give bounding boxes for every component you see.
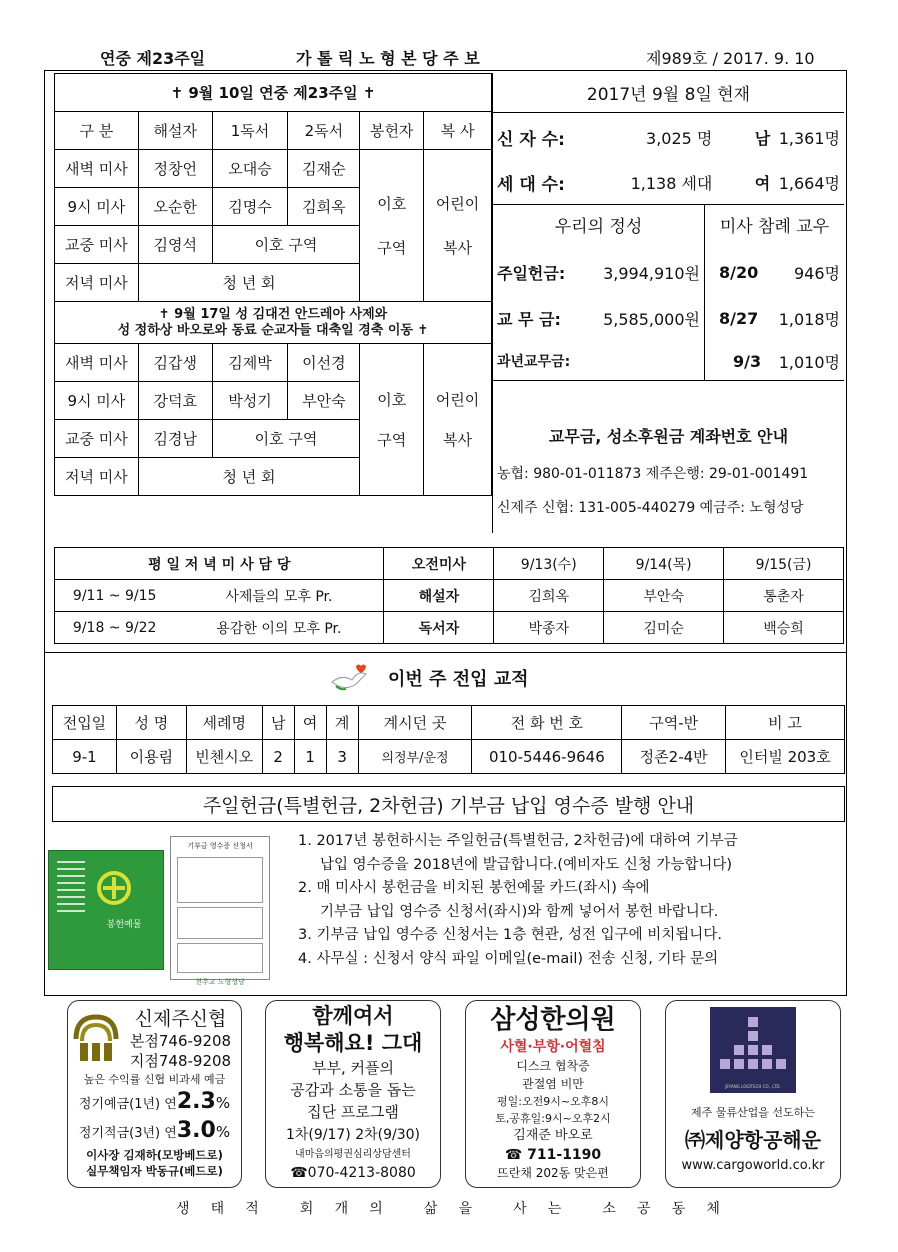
cell: 통춘자 <box>724 580 844 612</box>
credit-union-chair: 이사장 김재하(모방베드로) <box>86 1148 223 1162</box>
footer-char: 의 <box>369 1201 389 1217</box>
clinic-line2: 관절염 비만 <box>522 1077 584 1091</box>
counseling-center: 내마음의평권심리상담센터 <box>295 1149 411 1160</box>
period-cell: 9/18 ~ 9/22 <box>55 612 175 644</box>
logistics-logo-sub: JEYANG LOGITECH CO., LTD. <box>725 1084 781 1089</box>
note-line: 2. 매 미사시 봉헌금을 비치된 봉헌예물 카드(좌시) 속에 <box>298 880 650 896</box>
believers-label: 신 자 수: <box>497 129 565 150</box>
believers-row <box>493 113 844 161</box>
female-value: 1,664명 <box>778 174 840 193</box>
cell: 010-5446-9646 <box>472 740 622 774</box>
newcomers-heading <box>330 664 529 692</box>
schedule1-title: ✝ 9월 10일 연중 제23주일 ✝ <box>55 74 492 112</box>
schedule2-title <box>55 302 492 344</box>
divider <box>44 652 847 653</box>
newcomers-table <box>52 705 845 774</box>
offerer-cell: 이호 구역 <box>360 150 424 302</box>
account-line2: 신제주 신협: 131-005-440279 예금주: 노형성당 <box>497 500 804 516</box>
dove-icon <box>330 664 370 692</box>
col-header: 남 <box>262 706 294 740</box>
period-cell: 9/11 ~ 9/15 <box>55 580 175 612</box>
col-header: 전 화 번 호 <box>472 706 622 740</box>
cell: 박성기 <box>212 382 288 420</box>
col-header: 여 <box>294 706 326 740</box>
offering-col <box>493 205 705 380</box>
cell: 오대승 <box>212 150 288 188</box>
row-label: 교중 미사 <box>55 226 139 264</box>
cell: 부안숙 <box>288 382 360 420</box>
clinic-hours-weekday: 평일:오전9시~오후8시 <box>497 1095 609 1108</box>
counseling-phone: 070-4213-8080 <box>307 1165 416 1181</box>
table-row <box>53 740 845 774</box>
counseling-line5: 집단 프로그램 <box>307 1103 399 1121</box>
attendance-date: 9/3 <box>733 351 762 371</box>
footer-char: 태 <box>210 1201 231 1217</box>
footer-char: 회 <box>299 1201 320 1217</box>
cell: 의정부/운정 <box>358 740 472 774</box>
deposit-rate-2 <box>68 1118 241 1147</box>
households-row <box>493 161 844 205</box>
header-issue: 제989호 / 2017. 9. 10 <box>646 49 815 68</box>
attendance-count: 946명 <box>794 263 840 283</box>
footer-char: 사 <box>513 1201 533 1217</box>
counseling-line3: 부부, 커플의 <box>312 1059 394 1077</box>
logistics-slogan: 제주 물류산업을 선도하는 <box>691 1106 815 1119</box>
footer-char: 동 <box>671 1201 692 1217</box>
deposit-rate: 2.3 <box>176 1089 216 1114</box>
ad-credit-union <box>67 1000 242 1188</box>
cell: 1 <box>294 740 326 774</box>
form-title: 기부금 영수증 신청서 <box>187 842 253 850</box>
cell: 김희옥 <box>288 188 360 226</box>
counseling-phone-row <box>266 1163 440 1183</box>
row-label: 교중 미사 <box>55 420 139 458</box>
cell: 3 <box>326 740 358 774</box>
offering-title: 우리의 정성 <box>554 217 643 237</box>
header-sunday: 연중 제23주일 <box>100 49 206 68</box>
row-label: 저녁 미사 <box>55 458 139 496</box>
server-cell: 어린이 복사 <box>424 150 492 302</box>
attendance-col <box>705 205 844 380</box>
counseling-dates: 1차(9/17) 2차(9/30) <box>285 1127 421 1143</box>
cell: 김희옥 <box>494 580 604 612</box>
note-line: 납입 영수증을 2018년에 발급합니다.(예비자도 신청 가능합니다) <box>320 856 733 873</box>
cell: 부안숙 <box>604 580 724 612</box>
footer-char: 삶 <box>423 1201 444 1217</box>
receipt-form-image <box>170 836 270 986</box>
cell: 청 년 회 <box>138 458 359 496</box>
tithe-row <box>497 295 700 341</box>
cell: 9-1 <box>53 740 117 774</box>
deposit-rate-1 <box>68 1089 241 1118</box>
offering-section <box>493 205 844 381</box>
footer-char: 는 <box>547 1201 568 1217</box>
clinic-phone: 711-1190 <box>527 1147 602 1163</box>
note-line: 3. 기부금 납입 영수증 신청서는 1층 현관, 성전 입구에 비치됩니다. <box>298 927 722 943</box>
attendance-row <box>709 341 840 381</box>
phone-icon: ☎ <box>290 1165 308 1181</box>
mass-schedule-table <box>54 73 492 496</box>
male-label: 남 <box>754 128 771 148</box>
credit-union-name: 신제주신협 <box>134 1008 227 1030</box>
group-cell: 용감한 이의 모후 Pr. <box>174 612 384 644</box>
account-section <box>493 381 844 523</box>
attendance-count: 1,018명 <box>778 309 840 329</box>
cell: 김제박 <box>212 344 288 382</box>
note-line: 1. 2017년 봉헌하시는 주일헌금(특별헌금, 2차헌금)에 대하여 기부금 <box>298 833 738 849</box>
percent-sign: % <box>215 1094 231 1112</box>
footer-char: 체 <box>706 1201 726 1217</box>
tithe-value: 5,585,000원 <box>603 309 700 329</box>
row-label: 새벽 미사 <box>55 344 139 382</box>
row-label: 새벽 미사 <box>55 150 139 188</box>
weekday-mass-table <box>54 547 844 644</box>
ad-logistics <box>665 1000 841 1188</box>
note-line: 기부금 납입 영수증 신청서(좌시)와 함께 넣어서 봉헌 바랍니다. <box>320 903 719 920</box>
credit-union-branch-phone: 지점748-9208 <box>129 1052 232 1070</box>
sunday-row <box>497 249 700 295</box>
clinic-phone-row <box>466 1145 640 1165</box>
logistics-logo-icon <box>710 1007 796 1093</box>
cell: 김재순 <box>288 150 360 188</box>
group-cell: 사제들의 모후 Pr. <box>174 580 384 612</box>
tithe-label: 교 무 금: <box>497 309 561 329</box>
households-value: 1,138 세대 <box>630 174 713 193</box>
day-header: 9/14(목) <box>604 548 724 580</box>
cell: 빈첸시오 <box>186 740 262 774</box>
schedule2-title-line2: 성 정하상 바오로와 동료 순교자들 대축일 경축 이동 ✝ <box>117 322 429 338</box>
attendance-count: 1,010명 <box>778 352 840 372</box>
form-church: 천주교 노형성당 <box>195 978 245 986</box>
footer-char: 을 <box>458 1201 479 1217</box>
col-header: 계 <box>326 706 358 740</box>
cell: 박종자 <box>494 612 604 644</box>
offerer-cell: 이호 구역 <box>360 344 424 496</box>
receipt-title: 주일헌금(특별헌금, 2차헌금) 기부금 납입 영수증 발행 안내 <box>52 786 845 822</box>
day-header: 9/13(수) <box>494 548 604 580</box>
clinic-doctor: 김재준 바오로 <box>513 1128 593 1143</box>
logistics-url[interactable]: www.cargoworld.co.kr <box>681 1158 825 1173</box>
schedule2-title-line1: ✝ 9월 17일 성 김대건 안드레아 사제와 <box>158 306 388 322</box>
note-line: 4. 사무실 : 신청서 양식 파일 이메일(e-mail) 전송 신청, 기타 문의 <box>298 950 719 967</box>
stats-date: 2017년 9월 8일 현재 <box>493 73 844 113</box>
credit-union-logo-icon <box>72 1013 120 1065</box>
cell: 인터빌 203호 <box>726 740 845 774</box>
footer-char: 공 <box>637 1201 657 1217</box>
cell: 이선경 <box>288 344 360 382</box>
row-label: 저녁 미사 <box>55 264 139 302</box>
cell: 김갑생 <box>138 344 212 382</box>
col-header: 계시던 곳 <box>358 706 472 740</box>
cell: 강덕효 <box>138 382 212 420</box>
col-header: 비 고 <box>726 706 845 740</box>
deposit-label: 정기적금(3년) 연 <box>78 1126 177 1141</box>
cell: 이호 구역 <box>212 420 360 458</box>
ad-counseling <box>265 1000 441 1188</box>
row-label: 9시 미사 <box>55 382 139 420</box>
clinic-address: 뜨란채 202동 맞은편 <box>497 1166 609 1180</box>
clinic-name: 삼성한의원 <box>490 1005 616 1035</box>
attendance-row <box>709 249 840 295</box>
credit-union-slogan: 높은 수익률 신협 비과세 예금 <box>83 1073 226 1086</box>
col-header: 구역-반 <box>622 706 726 740</box>
bulletin-header <box>48 40 848 68</box>
cell: 오순한 <box>138 188 212 226</box>
reader-label: 독서자 <box>384 612 494 644</box>
male-value: 1,361명 <box>778 128 840 148</box>
account-title: 교무금, 성소후원금 계좌번호 안내 <box>548 427 789 446</box>
col-header: 세례명 <box>186 706 262 740</box>
footer-motto <box>176 1198 726 1218</box>
weekday-title: 평 일 저 녁 미 사 담 당 <box>55 548 384 580</box>
header-title: 가 톨 릭 노 형 본 당 주 보 <box>296 49 480 68</box>
ad-clinic <box>465 1000 641 1188</box>
col-header: 1독서 <box>212 112 288 150</box>
female-label: 여 <box>754 174 771 193</box>
attendance-row <box>709 295 840 341</box>
receipt-notes <box>298 830 843 971</box>
card-label: 봉헌예물 <box>106 920 142 930</box>
counseling-line1: 함께여서 <box>312 1004 394 1028</box>
footer-char: 적 <box>245 1201 265 1217</box>
cell: 백승희 <box>724 612 844 644</box>
col-header: 구 분 <box>55 112 139 150</box>
commentator-label: 해설자 <box>384 580 494 612</box>
stats-panel <box>492 73 844 533</box>
cell: 청 년 회 <box>138 264 359 302</box>
cell: 김명수 <box>212 188 288 226</box>
col-header: 해설자 <box>138 112 212 150</box>
morning-label: 오전미사 <box>384 548 494 580</box>
deposit-rate: 3.0 <box>176 1118 216 1143</box>
col-header: 성 명 <box>116 706 186 740</box>
cell: 김영석 <box>138 226 212 264</box>
logistics-name: ㈜제양항공해운 <box>685 1128 821 1152</box>
footer-char: 개 <box>334 1201 355 1217</box>
col-header: 전입일 <box>53 706 117 740</box>
cross-icon <box>97 871 131 905</box>
cell: 정존2-4반 <box>622 740 726 774</box>
attendance-title: 미사 참례 교우 <box>719 217 830 237</box>
cell: 김미순 <box>604 612 724 644</box>
footer-char: 소 <box>602 1201 622 1217</box>
households-label: 세 대 수: <box>497 175 565 195</box>
row-label: 9시 미사 <box>55 188 139 226</box>
past-tithe-label: 과년교무금: <box>497 354 571 370</box>
col-header: 봉헌자 <box>360 112 424 150</box>
percent-sign: % <box>215 1123 231 1141</box>
credit-union-manager: 실무책임자 박동규(베드로) <box>86 1164 223 1178</box>
newcomers-title: 이번 주 전입 교적 <box>388 669 529 690</box>
believers-value: 3,025 명 <box>646 128 713 148</box>
attendance-date: 8/20 <box>719 262 759 282</box>
footer-char: 생 <box>176 1201 196 1217</box>
col-header: 복 사 <box>424 112 492 150</box>
phone-icon: ☎ <box>504 1147 528 1163</box>
card-text-lines <box>57 861 85 941</box>
cell: 2 <box>262 740 294 774</box>
clinic-specialty: 사혈·부항·어혈침 <box>500 1039 606 1055</box>
cell: 정창언 <box>138 150 212 188</box>
cell: 이용림 <box>116 740 186 774</box>
col-header: 2독서 <box>288 112 360 150</box>
cell: 이호 구역 <box>212 226 360 264</box>
cell: 김경남 <box>138 420 212 458</box>
day-header: 9/15(금) <box>724 548 844 580</box>
account-line1: 농협: 980-01-011873 제주은행: 29-01-001491 <box>497 466 809 482</box>
attendance-date: 8/27 <box>719 308 759 328</box>
offering-card-image <box>48 850 164 970</box>
clinic-hours-weekend: 토,공휴일:9시~오후2시 <box>495 1112 611 1125</box>
sunday-value: 3,994,910원 <box>603 263 700 283</box>
server-cell: 어린이 복사 <box>424 344 492 496</box>
credit-union-main-phone: 본점746-9208 <box>129 1032 232 1050</box>
deposit-label: 정기예금(1년) 연 <box>78 1097 177 1112</box>
sunday-label: 주일헌금: <box>497 263 566 283</box>
counseling-line2: 행복해요! 그대 <box>283 1031 423 1055</box>
counseling-line4: 공감과 소통을 돕는 <box>290 1081 416 1099</box>
clinic-line1: 디스크 협착증 <box>516 1059 590 1073</box>
